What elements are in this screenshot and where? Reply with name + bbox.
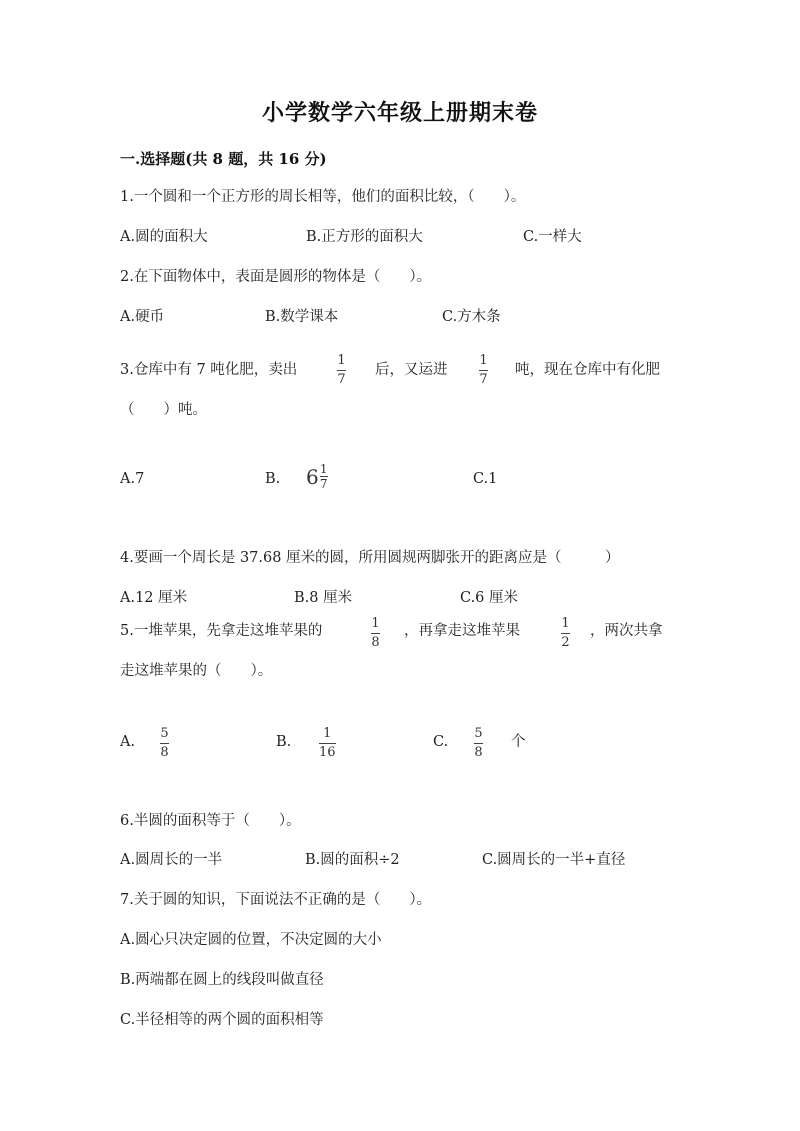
fraction-numerator: 1 bbox=[561, 616, 570, 631]
fraction-bar bbox=[561, 633, 570, 634]
question-1-option-c: C.一样大 bbox=[523, 229, 582, 245]
fraction-denominator: 7 bbox=[479, 372, 488, 387]
question-1-text: 1.一个圆和一个正方形的周长相等，他们的面积比较，（ ）。 bbox=[120, 189, 526, 205]
fraction-denominator: 8 bbox=[371, 635, 380, 650]
question-5-text-part-2: ，再拿走这堆苹果 bbox=[404, 623, 520, 639]
question-3-option-b-mixed-number bbox=[306, 463, 328, 490]
fraction-denominator: 7 bbox=[337, 372, 346, 387]
fraction-bar bbox=[371, 633, 380, 634]
question-5-option-b-label: B. bbox=[276, 734, 292, 750]
question-5-option-c-label: C. bbox=[433, 734, 449, 750]
fraction-numerator: 5 bbox=[474, 726, 483, 741]
question-3-text-part-3: 吨，现在仓库中有化肥 bbox=[515, 362, 660, 378]
question-6-text: 6.半圆的面积等于（ ）。 bbox=[120, 813, 301, 829]
question-5-text-line-2: 走这堆苹果的（ ）。 bbox=[120, 663, 273, 679]
question-2-option-b: B.数学课本 bbox=[265, 309, 339, 325]
fraction-numerator: 1 bbox=[479, 353, 488, 368]
question-3-option-c: C.1 bbox=[473, 471, 498, 487]
fraction-denominator: 7 bbox=[319, 477, 328, 491]
question-1-option-b: B.正方形的面积大 bbox=[306, 229, 423, 245]
question-3-option-b-label: B. bbox=[265, 471, 281, 487]
question-5-option-a-fraction bbox=[160, 727, 169, 760]
question-7-text: 7.关于圆的知识，下面说法不正确的是（ ）。 bbox=[120, 892, 432, 908]
question-6-option-b: B.圆的面积÷2 bbox=[305, 852, 400, 868]
fraction-numerator: 1 bbox=[323, 726, 332, 741]
question-2-option-a: A.硬币 bbox=[120, 309, 165, 325]
question-7-option-a: A.圆心只决定圆的位置，不决定圆的大小 bbox=[120, 932, 382, 948]
question-2-option-c: C.方木条 bbox=[442, 309, 501, 325]
question-5-text-part-3: ，两次共拿 bbox=[590, 623, 663, 639]
question-3-text-part-2: 后，又运进 bbox=[375, 362, 448, 378]
question-3-text-line-2: （ ）吨。 bbox=[120, 402, 207, 418]
question-5-fraction-1 bbox=[371, 617, 380, 650]
fraction-bar bbox=[474, 743, 483, 744]
fraction-numerator: 1 bbox=[371, 616, 380, 631]
fraction-numerator: 1 bbox=[319, 462, 328, 476]
question-5-text-part-1: 5.一堆苹果，先拿走这堆苹果的 bbox=[120, 623, 323, 639]
fraction-denominator: 8 bbox=[160, 745, 169, 760]
mixed-number-fraction bbox=[320, 463, 328, 490]
fraction-numerator: 1 bbox=[337, 353, 346, 368]
question-2-text: 2.在下面物体中，表面是圆形的物体是（ ）。 bbox=[120, 269, 432, 285]
fraction-bar bbox=[479, 370, 488, 371]
mixed-number-whole: 6 bbox=[306, 464, 319, 489]
question-4-text: 4.要画一个周长是 37.68 厘米的圆，所用圆规两脚张开的距离应是（ ） bbox=[120, 550, 620, 566]
section-heading: 一.选择题(共 8 题，共 16 分) bbox=[120, 150, 327, 168]
fraction-bar bbox=[319, 743, 336, 744]
page-title: 小学数学六年级上册期末卷 bbox=[261, 100, 538, 126]
fraction-denominator: 2 bbox=[561, 635, 570, 650]
fraction-bar bbox=[337, 370, 346, 371]
question-3-fraction-2 bbox=[479, 354, 488, 387]
question-5-fraction-2 bbox=[561, 617, 570, 650]
question-6-option-a: A.圆周长的一半 bbox=[120, 852, 223, 868]
question-3-fraction-1 bbox=[337, 354, 346, 387]
question-5-option-a-label: A. bbox=[120, 734, 136, 750]
question-6-option-c: C.圆周长的一半+直径 bbox=[482, 852, 626, 868]
question-4-option-a: A.12 厘米 bbox=[120, 590, 188, 606]
question-1-option-a: A.圆的面积大 bbox=[120, 229, 208, 245]
question-5-option-b-fraction bbox=[319, 727, 336, 760]
question-7-option-c: C.半径相等的两个圆的面积相等 bbox=[120, 1012, 324, 1028]
question-3-text-part-1: 3.仓库中有 7 吨化肥，卖出 bbox=[120, 362, 298, 378]
question-4-option-c: C.6 厘米 bbox=[460, 590, 519, 606]
fraction-bar bbox=[160, 743, 169, 744]
fraction-numerator: 5 bbox=[160, 726, 169, 741]
fraction-denominator: 8 bbox=[474, 745, 483, 760]
question-5-option-c-fraction bbox=[474, 727, 483, 760]
question-3-option-a: A.7 bbox=[120, 471, 145, 487]
question-7-option-b: B.两端都在圆上的线段叫做直径 bbox=[120, 972, 324, 988]
fraction-denominator: 16 bbox=[319, 745, 336, 760]
question-4-option-b: B.8 厘米 bbox=[294, 590, 353, 606]
question-5-option-c-unit: 个 bbox=[511, 734, 526, 750]
